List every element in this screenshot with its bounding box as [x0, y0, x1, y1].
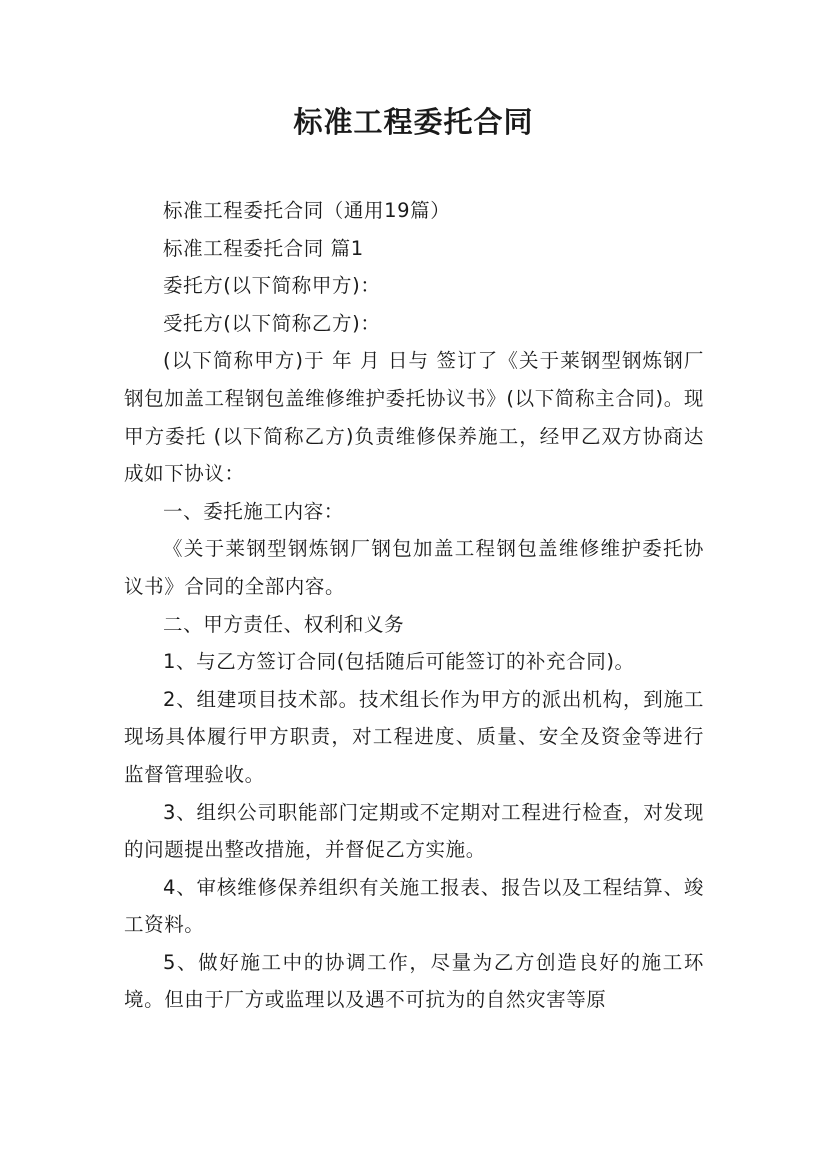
paragraph-item-3: 3、组织公司职能部门定期或不定期对工程进行检查，对发现的问题提出整改措施，并督促乙方实施。 [124, 800, 704, 862]
paragraph-item-5: 5、做好施工中的协调工作，尽量为乙方创造良好的施工环境。但由于厂方或监理以及遇不可抗为的自然灾害等原 [124, 950, 704, 1012]
paragraph-clause-1-content: 《关于莱钢型钢炼钢厂钢包加盖工程钢包盖维修维护委托协议书》合同的全部内容。 [124, 537, 704, 598]
paragraph-preamble: (以下简称甲方)于 年 月 日与 签订了《关于莱钢型钢炼钢厂钢包加盖工程钢包盖维修维护委托协议书》(以下简称主合同)。现甲方委托 (以下简称乙方)负责维修保养施工，经甲乙双方协商达成如下协议： [124, 349, 704, 486]
paragraph-item-1: 1、与乙方签订合同(包括随后可能签订的补充合同)。 [163, 650, 635, 674]
paragraph-clause-2-heading: 二、甲方责任、权利和义务 [163, 612, 405, 636]
paragraph-subtitle: 标准工程委托合同（通用19篇） [163, 199, 451, 222]
paragraph-item-4: 4、审核维修保养组织有关施工报表、报告以及工程结算、竣工资料。 [124, 875, 704, 937]
paragraph-section-heading: 标准工程委托合同 篇1 [163, 236, 364, 260]
paragraph-clause-1-heading: 一、委托施工内容： [163, 499, 344, 523]
paragraph-party-a: 委托方(以下简称甲方)： [163, 274, 381, 298]
document-title: 标准工程委托合同 [293, 105, 534, 139]
paragraph-item-2: 2、组建项目技术部。技术组长作为甲方的派出机构，到施工现场具体履行甲方职责，对工程进度、质量、安全及资金等进行监督管理验收。 [124, 687, 704, 786]
document-body [124, 192, 704, 1019]
paragraph-party-b: 受托方(以下简称乙方)： [163, 311, 381, 335]
